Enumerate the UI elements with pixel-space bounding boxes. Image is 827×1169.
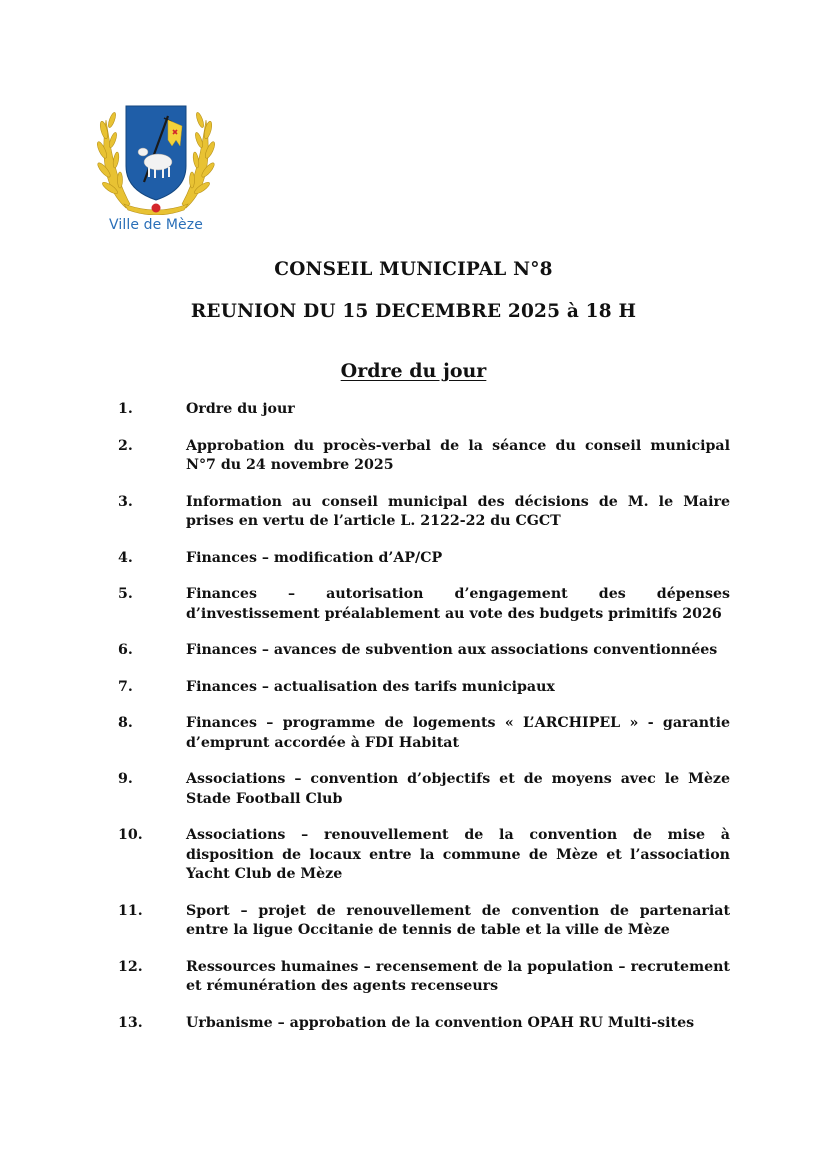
agenda-item xyxy=(118,641,730,661)
agenda-item-text: Approbation du procès-verbal de la séance du conseil municipal N°7 du 24 novembre 2025 xyxy=(186,437,730,473)
agenda-item-text: Sport – projet de renouvellement de convention de partenariat entre la ligue Occitanie de tennis de table et la ville de Mèze xyxy=(186,902,730,938)
agenda-item-text: Finances – actualisation des tarifs municipaux xyxy=(186,678,555,695)
agenda-item-text: Finances – autorisation d’engagement des dépenses d’investissement préalablement au vote des budgets primitifs 2026 xyxy=(186,586,730,622)
agenda-heading: Ordre du jour xyxy=(340,360,487,382)
agenda-item-number: 4. xyxy=(118,549,133,566)
agenda-item xyxy=(118,585,730,624)
agenda-item-number: 6. xyxy=(118,642,133,658)
agenda-item xyxy=(118,678,730,698)
agenda-item-number: 13. xyxy=(118,1014,143,1031)
agenda-item-text: Information au conseil municipal des décisions de M. le Maire prises en vertu de l’article L. 2122-22 du CGCT xyxy=(186,493,730,529)
agenda-item xyxy=(118,770,730,809)
page-title: CONSEIL MUNICIPAL N°8 xyxy=(274,259,553,280)
coat-of-arms-icon xyxy=(96,100,216,215)
agenda-item-text: Finances – avances de subvention aux associations conventionnées xyxy=(186,642,718,658)
agenda-item-text: Ordre du jour xyxy=(186,401,295,417)
agenda-item xyxy=(118,400,730,420)
agenda-item xyxy=(118,902,730,941)
agenda-item xyxy=(118,714,730,753)
agenda-item xyxy=(118,1014,730,1034)
agenda-item xyxy=(118,958,730,997)
agenda-item-number: 8. xyxy=(118,715,133,731)
city-logo xyxy=(96,100,216,236)
agenda-item xyxy=(118,437,730,476)
agenda-item-number: 11. xyxy=(118,902,143,919)
agenda-item xyxy=(118,493,730,532)
agenda-item-number: 2. xyxy=(118,437,133,454)
agenda-item-number: 7. xyxy=(118,678,133,695)
agenda-item-text: Urbanisme – approbation de la convention OPAH RU Multi-sites xyxy=(186,1014,695,1031)
logo-caption: Ville de Mèze xyxy=(109,217,203,233)
meeting-date: REUNION DU 15 DECEMBRE 2025 à 18 H xyxy=(190,301,637,322)
agenda-item-number: 9. xyxy=(118,771,133,787)
agenda-item xyxy=(118,549,730,569)
agenda-item-number: 5. xyxy=(118,586,133,602)
agenda-item-text: Finances – programme de logements « L’ARCHIPEL » - garantie d’emprunt accordée à FDI Habitat xyxy=(186,715,730,751)
agenda-item-text: Finances – modification d’AP/CP xyxy=(186,549,443,566)
agenda-item xyxy=(118,826,730,885)
agenda-item-text: Associations – convention d’objectifs et de moyens avec le Mèze Stade Football Club xyxy=(186,771,730,807)
agenda-item-number: 3. xyxy=(118,493,133,510)
agenda-list xyxy=(118,400,730,1050)
agenda-item-number: 10. xyxy=(118,827,143,843)
agenda-item-number: 12. xyxy=(118,958,143,975)
agenda-item-number: 1. xyxy=(118,401,133,417)
agenda-item-text: Associations – renouvellement de la convention de mise à disposition de locaux entre la commune de Mèze et l’association Yacht Club de Mèze xyxy=(186,827,730,882)
agenda-item-text: Ressources humaines – recensement de la population – recrutement et rémunération des agents recenseurs xyxy=(186,958,730,994)
